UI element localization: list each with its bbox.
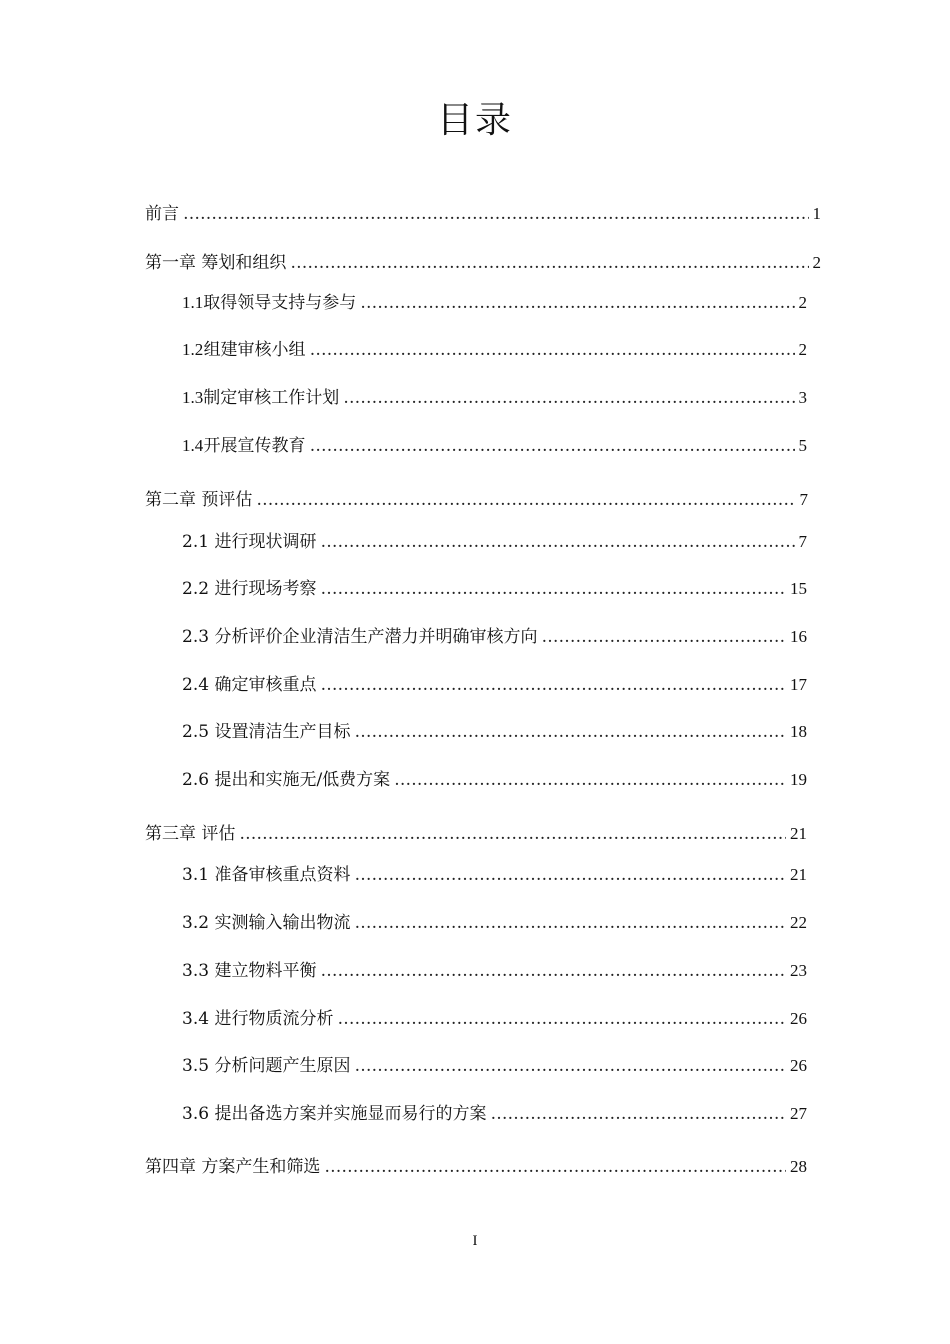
toc-page-number: 23 bbox=[790, 961, 807, 980]
toc-label: 2.2 进行现场考察 bbox=[182, 579, 317, 599]
toc-section-number: 1.2 bbox=[182, 340, 204, 359]
toc-page-number: 21 bbox=[790, 824, 807, 843]
toc-leader bbox=[343, 387, 794, 409]
toc-entry-section-3-4[interactable] bbox=[182, 1008, 807, 1030]
toc-leader bbox=[310, 435, 795, 457]
toc-label: 前言 bbox=[145, 204, 179, 224]
toc-entry-section-3-2[interactable] bbox=[182, 912, 807, 934]
toc-page-number: 18 bbox=[790, 722, 807, 741]
toc-entry-chapter-4[interactable] bbox=[145, 1156, 807, 1178]
toc-page-number: 17 bbox=[790, 675, 807, 694]
toc-leader bbox=[337, 1008, 786, 1030]
toc-leader bbox=[320, 674, 786, 696]
toc-label: 3.4 进行物质流分析 bbox=[182, 1009, 334, 1029]
toc-entry-section-1-2[interactable] bbox=[182, 339, 807, 361]
toc-entry-section-2-1[interactable] bbox=[182, 531, 807, 553]
toc-entry-section-3-1[interactable] bbox=[182, 864, 807, 886]
toc-entry-section-1-4[interactable] bbox=[182, 435, 807, 457]
toc-section-number: 1.1 bbox=[182, 293, 204, 312]
toc-label: 2.5 设置清洁生产目标 bbox=[182, 722, 351, 742]
toc-leader bbox=[183, 203, 809, 225]
toc-label: 2.6 提出和实施无/低费方案 bbox=[182, 770, 391, 790]
toc-page-number: 2 bbox=[798, 293, 807, 312]
toc-leader bbox=[239, 823, 786, 845]
toc-page-number: 16 bbox=[790, 627, 807, 646]
toc-page-number: 21 bbox=[790, 865, 807, 884]
toc-page-number: 7 bbox=[799, 490, 808, 509]
toc-page-number: 28 bbox=[790, 1157, 807, 1176]
toc-page-number: 2 bbox=[812, 253, 821, 272]
toc-label: 3.1 准备审核重点资料 bbox=[182, 865, 351, 885]
toc-entry-section-2-6[interactable] bbox=[182, 769, 807, 791]
toc-entry-section-2-4[interactable] bbox=[182, 674, 807, 696]
toc-label: 取得领导支持与参与 bbox=[203, 293, 357, 313]
toc-leader bbox=[320, 578, 786, 600]
toc-section-number: 1.4 bbox=[182, 436, 204, 455]
toc-entry-section-3-5[interactable] bbox=[182, 1055, 807, 1077]
toc-leader bbox=[290, 252, 808, 274]
toc-label: 第一章 筹划和组织 bbox=[145, 253, 287, 273]
toc-page-number: 5 bbox=[798, 436, 807, 455]
toc-label: 组建审核小组 bbox=[203, 340, 306, 360]
toc-leader bbox=[354, 912, 786, 934]
toc-entry-chapter-2[interactable] bbox=[145, 489, 808, 511]
toc-page-number: 15 bbox=[790, 579, 807, 598]
toc-label: 制定审核工作计划 bbox=[203, 388, 340, 408]
toc-leader bbox=[320, 960, 786, 982]
toc-page-number: 3 bbox=[798, 388, 807, 407]
toc-page-number: 26 bbox=[790, 1009, 807, 1028]
toc-leader bbox=[541, 626, 786, 648]
toc-entry-chapter-3[interactable] bbox=[145, 823, 807, 845]
toc-label: 第四章 方案产生和筛选 bbox=[145, 1157, 321, 1177]
toc-entry-section-3-6[interactable] bbox=[182, 1103, 807, 1125]
toc-label: 2.4 确定审核重点 bbox=[182, 675, 317, 695]
toc-entry-section-2-3[interactable] bbox=[182, 626, 807, 648]
toc-entry-section-3-3[interactable] bbox=[182, 960, 807, 982]
toc-page-number: 19 bbox=[790, 770, 807, 789]
toc-leader bbox=[354, 721, 786, 743]
toc-leader bbox=[360, 292, 794, 314]
toc-label: 3.5 分析问题产生原因 bbox=[182, 1056, 351, 1076]
toc-entry-section-2-5[interactable] bbox=[182, 721, 807, 743]
toc-label: 3.3 建立物料平衡 bbox=[182, 961, 317, 981]
page-title: 目录 bbox=[436, 100, 513, 141]
toc-section-number: 1.3 bbox=[182, 388, 204, 407]
toc-leader bbox=[256, 489, 795, 511]
toc-page-number: 22 bbox=[790, 913, 807, 932]
toc-entry-section-1-3[interactable] bbox=[182, 387, 807, 409]
toc-entry-section-2-2[interactable] bbox=[182, 578, 807, 600]
toc-entry-preface[interactable] bbox=[145, 203, 821, 225]
toc-leader bbox=[354, 1055, 786, 1077]
toc-label: 第二章 预评估 bbox=[145, 490, 253, 510]
toc-page-number: 26 bbox=[790, 1056, 807, 1075]
toc-page-number: 27 bbox=[790, 1104, 807, 1123]
toc-leader bbox=[490, 1103, 786, 1125]
toc-leader bbox=[310, 339, 795, 361]
toc-page-number: 2 bbox=[798, 340, 807, 359]
toc-entry-chapter-1[interactable] bbox=[145, 252, 821, 274]
footer-page-number: I bbox=[472, 1233, 478, 1249]
toc-leader bbox=[320, 531, 794, 553]
toc-label: 第三章 评估 bbox=[145, 824, 236, 844]
toc-leader bbox=[324, 1156, 786, 1178]
toc-label: 2.1 进行现状调研 bbox=[182, 532, 317, 552]
toc-label: 开展宣传教育 bbox=[203, 436, 306, 456]
toc-leader bbox=[354, 864, 786, 886]
toc-leader bbox=[394, 769, 786, 791]
toc-page-number: 7 bbox=[798, 532, 807, 551]
toc-label: 2.3 分析评价企业清洁生产潜力并明确审核方向 bbox=[182, 627, 538, 647]
toc-label: 3.2 实测输入输出物流 bbox=[182, 913, 351, 933]
toc-entry-section-1-1[interactable] bbox=[182, 292, 807, 314]
toc-label: 3.6 提出备选方案并实施显而易行的方案 bbox=[182, 1104, 487, 1124]
toc-page-number: 1 bbox=[812, 204, 821, 223]
